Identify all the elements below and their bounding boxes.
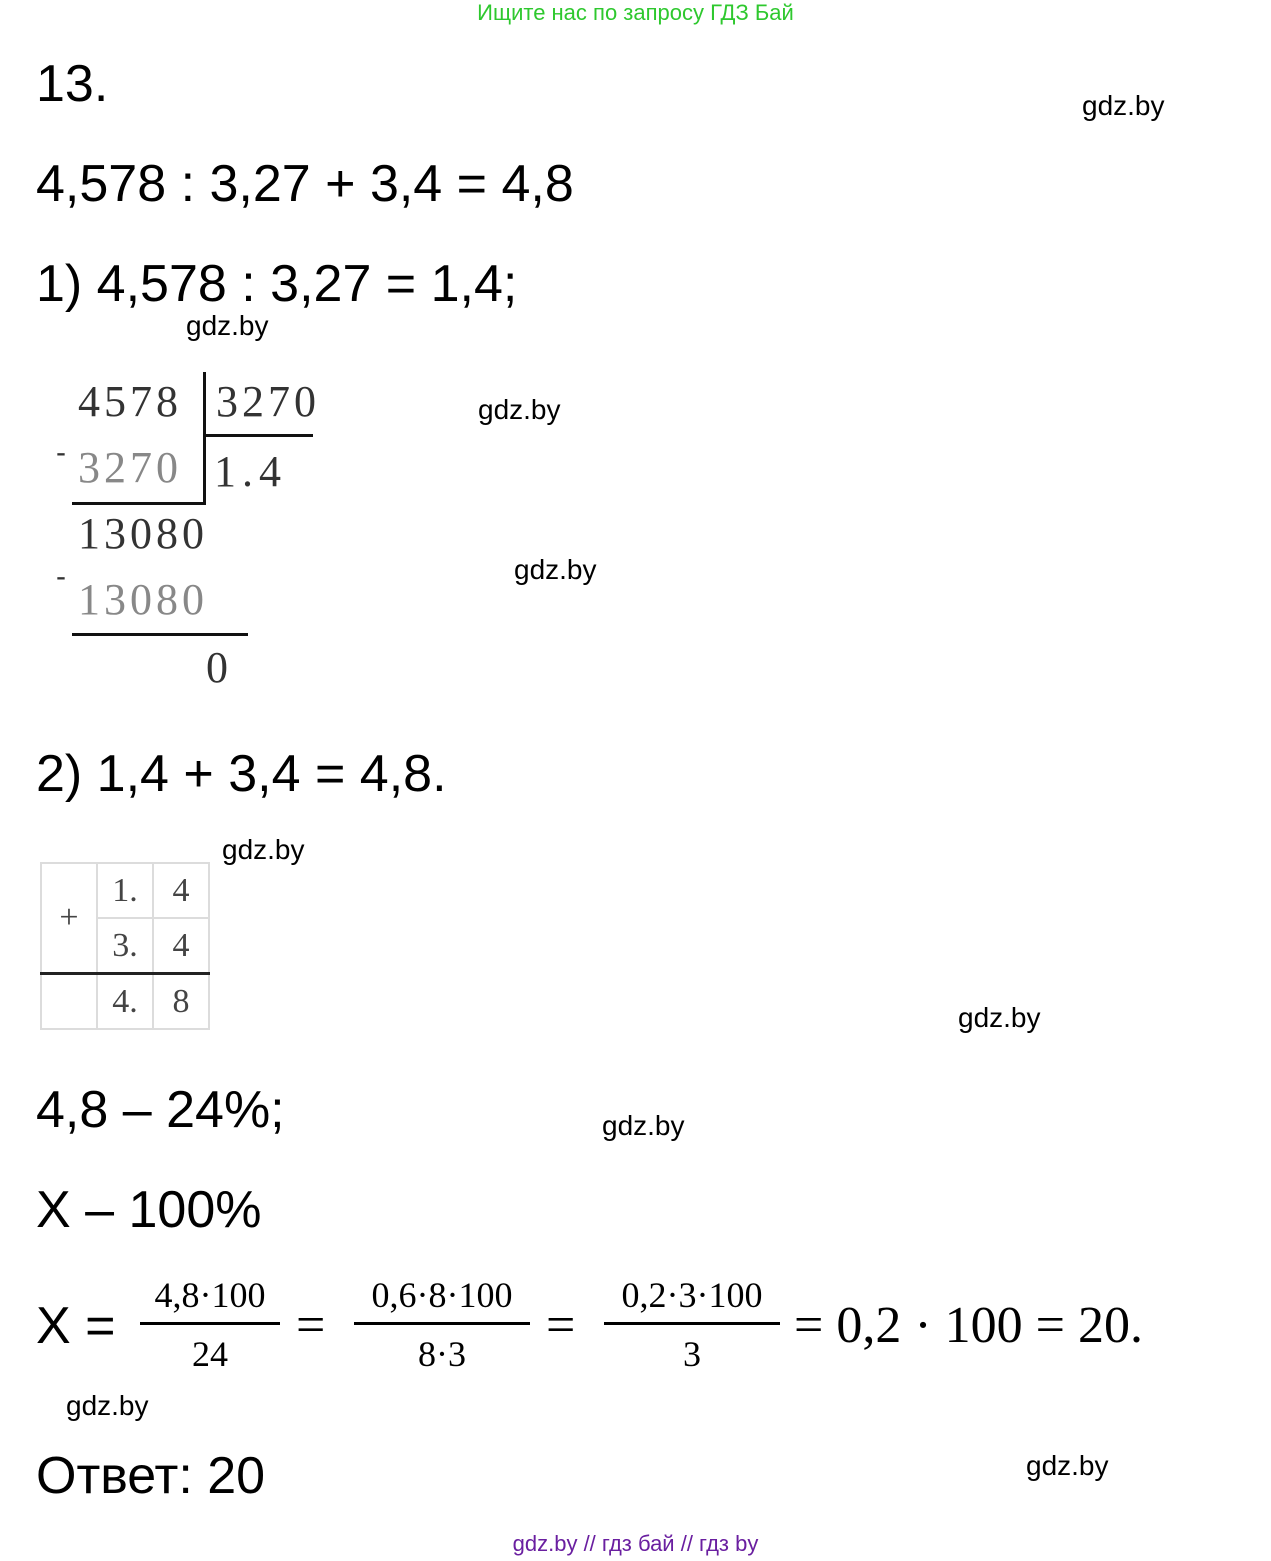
watermark: gdz.by (222, 834, 305, 865)
final-remainder: 0 (206, 643, 232, 692)
x-lhs: X = (36, 1297, 116, 1355)
task-number: 13. (36, 55, 109, 113)
step-1: 1) 4,578 : 3,27 = 1,4; (36, 255, 518, 313)
minus-sign: - (56, 436, 66, 469)
fraction-3 (604, 1272, 780, 1377)
fraction-bar (140, 1322, 280, 1325)
fraction-3-numerator: 0,2·3·100 (621, 1275, 763, 1315)
watermark: gdz.by (66, 1390, 149, 1421)
minus-sign: - (56, 560, 66, 593)
fraction-bar (604, 1322, 780, 1325)
step-2: 2) 1,4 + 3,4 = 4,8. (36, 745, 447, 803)
fraction-2-denominator: 8·3 (418, 1334, 466, 1374)
fraction-bar (354, 1322, 530, 1325)
watermark: gdz.by (1082, 90, 1165, 121)
equals-sign: = (296, 1297, 326, 1354)
division-line-1 (72, 502, 206, 505)
watermark: gdz.by (514, 554, 597, 585)
division-divisor-line (203, 434, 313, 437)
empty-cell (41, 974, 97, 1030)
equals-sign: = (546, 1297, 576, 1354)
division-vertical-line (203, 372, 206, 504)
answer: Ответ: 20 (36, 1447, 266, 1505)
fraction-3-denominator: 3 (683, 1334, 701, 1374)
proportion-line-1: 4,8 – 24%; (36, 1081, 285, 1139)
addend-1-int: 1. (97, 863, 153, 918)
subtrahend-1: 3270 (78, 443, 182, 492)
sum-int: 4. (97, 974, 153, 1030)
watermark: gdz.by (602, 1110, 685, 1141)
top-banner: Ищите нас по запросу ГДЗ Бай (477, 0, 794, 25)
main-expression: 4,578 : 3,27 + 3,4 = 4,8 (36, 155, 574, 213)
watermark: gdz.by (186, 310, 269, 341)
watermark: gdz.by (1026, 1450, 1109, 1481)
plus-sign: + (41, 863, 97, 974)
watermark: gdz.by (958, 1002, 1041, 1033)
quotient: 1.4 (214, 447, 287, 496)
fraction-1-numerator: 4,8·100 (154, 1275, 266, 1315)
addend-1-frac: 4 (153, 863, 209, 918)
remainder-1: 13080 (78, 509, 208, 558)
fraction-1-denominator: 24 (192, 1334, 228, 1374)
sum-frac: 8 (153, 974, 209, 1030)
addend-2-frac: 4 (153, 918, 209, 974)
x-equation-tail: = 0,2 · 100 = 20. (794, 1297, 1143, 1354)
proportion-line-2: X – 100% (36, 1181, 262, 1239)
fraction-2 (354, 1272, 530, 1377)
subtrahend-2: 13080 (78, 575, 208, 624)
dividend: 4578 (78, 377, 182, 426)
column-addition (40, 862, 210, 1030)
division-line-2 (72, 633, 248, 636)
addend-2-int: 3. (97, 918, 153, 974)
footer-links: gdz.by // гдз бай // гдз by (512, 1531, 759, 1556)
fraction-1 (140, 1272, 280, 1377)
fraction-2-numerator: 0,6·8·100 (371, 1275, 513, 1315)
divisor: 3270 (216, 377, 320, 426)
watermark: gdz.by (478, 394, 561, 425)
